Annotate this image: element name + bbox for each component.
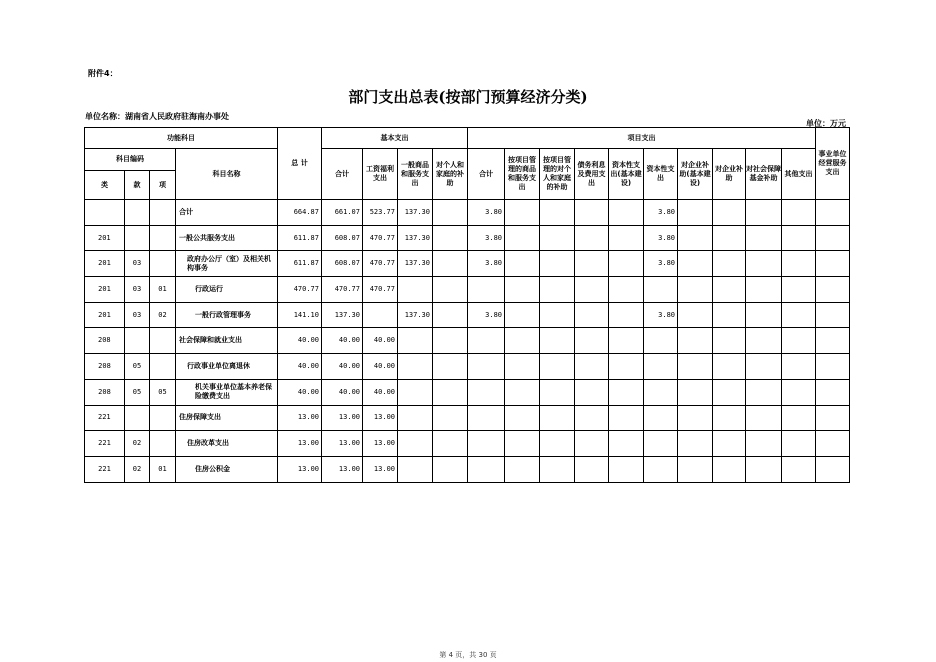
cell-project-capital: 3.80 (644, 225, 678, 251)
cell-project (746, 328, 782, 354)
cell-project-capital (644, 405, 678, 431)
cell-project-capital (644, 354, 678, 380)
cell-project (609, 200, 644, 226)
cell-lei: 201 (85, 277, 125, 303)
basic-col-header: 一般商品和服务支出 (398, 149, 433, 200)
cell-project (540, 328, 575, 354)
table-row (85, 431, 850, 457)
cell-subject-name: 一般行政管理事务 (176, 302, 278, 328)
cell-project (505, 302, 540, 328)
cell-xiang (150, 328, 176, 354)
cell-basic (398, 354, 433, 380)
table-row (85, 200, 850, 226)
cell-basic (398, 328, 433, 354)
cell-last (816, 456, 850, 482)
cell-basic: 137.30 (398, 251, 433, 277)
cell-basic: 40.00 (363, 328, 398, 354)
basic-col-header: 工资福利支出 (363, 149, 398, 200)
cell-project (609, 405, 644, 431)
cell-project (782, 431, 816, 457)
cell-basic (433, 277, 468, 303)
cell-basic (398, 379, 433, 405)
cell-kuan (125, 200, 150, 226)
cell-basic (398, 277, 433, 303)
cell-project (678, 251, 713, 277)
cell-basic: 137.30 (398, 225, 433, 251)
cell-basic: 137.30 (398, 200, 433, 226)
cell-xiang (150, 354, 176, 380)
cell-subject-name: 一般公共服务支出 (176, 225, 278, 251)
cell-total: 13.00 (278, 456, 322, 482)
cell-project (782, 302, 816, 328)
page-footer: 第 4 页，共 30 页 (439, 651, 497, 659)
table-row (85, 405, 850, 431)
last-col-header: 事业单位经营服务支出 (816, 128, 850, 200)
cell-basic: 470.77 (363, 251, 398, 277)
table-row (85, 225, 850, 251)
cell-project (505, 225, 540, 251)
cell-total: 141.10 (278, 302, 322, 328)
attachment-label: 附件4： (88, 69, 118, 78)
table-row (85, 277, 850, 303)
cell-project (540, 354, 575, 380)
cell-basic: 137.30 (398, 302, 433, 328)
cell-project (678, 225, 713, 251)
cell-lei: 208 (85, 379, 125, 405)
cell-xiang (150, 200, 176, 226)
project-col-header: 资本性支出(基本建设) (609, 149, 644, 200)
cell-project (746, 200, 782, 226)
cell-subject-name: 住房改革支出 (176, 431, 278, 457)
table-row (85, 354, 850, 380)
cell-project-total: 3.80 (468, 302, 505, 328)
cell-basic: 40.00 (363, 354, 398, 380)
cell-project (713, 277, 746, 303)
cell-project-total: 3.80 (468, 225, 505, 251)
cell-kuan (125, 328, 150, 354)
cell-project-total (468, 405, 505, 431)
cell-last (816, 405, 850, 431)
cell-xiang: 02 (150, 302, 176, 328)
cell-project (540, 251, 575, 277)
project-col-header: 资本性支出 (644, 149, 678, 200)
project-col-header: 其他支出 (782, 149, 816, 200)
cell-project (746, 379, 782, 405)
cell-project (609, 277, 644, 303)
lei-header: 类 (85, 171, 125, 200)
cell-last (816, 302, 850, 328)
cell-basic: 661.07 (322, 200, 363, 226)
cell-project (713, 431, 746, 457)
kuan-header: 款 (125, 171, 150, 200)
expenditure-table (84, 127, 850, 483)
cell-project (782, 251, 816, 277)
cell-project (575, 379, 609, 405)
cell-project (575, 277, 609, 303)
cell-project-total (468, 277, 505, 303)
cell-total: 13.00 (278, 405, 322, 431)
cell-project (505, 379, 540, 405)
cell-project (746, 225, 782, 251)
basic-col-header: 合计 (322, 149, 363, 200)
cell-lei: 221 (85, 456, 125, 482)
cell-kuan: 05 (125, 354, 150, 380)
cell-project (540, 379, 575, 405)
cell-project (575, 225, 609, 251)
cell-project (713, 251, 746, 277)
cell-project (678, 354, 713, 380)
cell-basic (433, 302, 468, 328)
cell-basic: 470.77 (322, 277, 363, 303)
cell-basic: 13.00 (363, 456, 398, 482)
cell-project (746, 277, 782, 303)
cell-project (575, 302, 609, 328)
cell-basic (363, 302, 398, 328)
cell-project (609, 225, 644, 251)
cell-total: 664.87 (278, 200, 322, 226)
cell-basic (398, 405, 433, 431)
cell-basic (433, 405, 468, 431)
cell-last (816, 251, 850, 277)
cell-project (678, 456, 713, 482)
cell-project (540, 225, 575, 251)
cell-basic (433, 354, 468, 380)
cell-xiang (150, 405, 176, 431)
cell-last (816, 225, 850, 251)
project-header: 项目支出 (468, 128, 816, 149)
cell-project (609, 251, 644, 277)
project-col-header: 按项目管理的商品和服务支出 (505, 149, 540, 200)
xiang-header: 项 (150, 171, 176, 200)
cell-project-total (468, 431, 505, 457)
cell-project (678, 328, 713, 354)
cell-xiang (150, 431, 176, 457)
cell-project (746, 431, 782, 457)
cell-basic (433, 456, 468, 482)
cell-basic: 523.77 (363, 200, 398, 226)
cell-total: 611.87 (278, 225, 322, 251)
cell-subject-name: 住房保障支出 (176, 405, 278, 431)
cell-project (575, 431, 609, 457)
cell-total: 40.00 (278, 328, 322, 354)
cell-project (575, 456, 609, 482)
cell-project (575, 354, 609, 380)
cell-lei: 201 (85, 225, 125, 251)
cell-last (816, 354, 850, 380)
cell-basic (433, 200, 468, 226)
cell-basic: 137.30 (322, 302, 363, 328)
cell-kuan: 03 (125, 277, 150, 303)
cell-project (505, 405, 540, 431)
cell-project-total: 3.80 (468, 251, 505, 277)
project-col-header: 按项目管理的对个人和家庭的补助 (540, 149, 575, 200)
cell-project (505, 277, 540, 303)
basic-header: 基本支出 (322, 128, 468, 149)
cell-total: 611.87 (278, 251, 322, 277)
cell-project (782, 405, 816, 431)
cell-last (816, 379, 850, 405)
cell-project (678, 302, 713, 328)
cell-project (505, 354, 540, 380)
cell-basic: 13.00 (363, 405, 398, 431)
cell-basic (398, 431, 433, 457)
cell-project (505, 431, 540, 457)
cell-xiang: 01 (150, 456, 176, 482)
cell-basic (433, 225, 468, 251)
cell-xiang: 01 (150, 277, 176, 303)
cell-project (713, 200, 746, 226)
cell-subject-name: 机关事业单位基本养老保险缴费支出 (176, 379, 278, 405)
cell-project (746, 405, 782, 431)
table-row (85, 328, 850, 354)
cell-project (505, 328, 540, 354)
table-row (85, 251, 850, 277)
cell-basic: 470.77 (363, 277, 398, 303)
cell-total: 40.00 (278, 379, 322, 405)
cell-xiang (150, 225, 176, 251)
project-col-header: 债务利息及费用支出 (575, 149, 609, 200)
cell-kuan: 03 (125, 251, 150, 277)
cell-project (540, 200, 575, 226)
cell-project (540, 277, 575, 303)
cell-project (505, 200, 540, 226)
cell-kuan (125, 225, 150, 251)
cell-project-total: 3.80 (468, 200, 505, 226)
cell-lei (85, 200, 125, 226)
cell-project (782, 354, 816, 380)
cell-basic: 608.07 (322, 225, 363, 251)
cell-project (713, 354, 746, 380)
cell-project (782, 379, 816, 405)
cell-project-total (468, 354, 505, 380)
cell-kuan: 05 (125, 379, 150, 405)
cell-basic: 13.00 (363, 431, 398, 457)
subject-code-header: 科目编码 (85, 149, 176, 171)
cell-xiang (150, 251, 176, 277)
unit-label: 单位：万元 (806, 119, 846, 128)
cell-basic: 40.00 (322, 328, 363, 354)
cell-basic: 40.00 (322, 379, 363, 405)
cell-subject-name: 政府办公厅（室）及相关机构事务 (176, 251, 278, 277)
cell-kuan: 02 (125, 456, 150, 482)
cell-basic (433, 431, 468, 457)
project-col-header: 对社会保障基金补助 (746, 149, 782, 200)
cell-project (746, 354, 782, 380)
cell-project (505, 251, 540, 277)
cell-subject-name: 行政运行 (176, 277, 278, 303)
cell-lei: 208 (85, 328, 125, 354)
project-col-header: 对企业补助(基本建设) (678, 149, 713, 200)
cell-xiang: 05 (150, 379, 176, 405)
cell-project (782, 328, 816, 354)
cell-project (575, 405, 609, 431)
cell-total: 470.77 (278, 277, 322, 303)
cell-project (713, 302, 746, 328)
cell-project (782, 277, 816, 303)
cell-project-total (468, 456, 505, 482)
project-col-header: 对企业补助 (713, 149, 746, 200)
cell-project (678, 405, 713, 431)
cell-project (782, 456, 816, 482)
unit-name: 单位名称：湖南省人民政府驻海南办事处 (85, 112, 229, 121)
cell-kuan: 02 (125, 431, 150, 457)
cell-project (609, 379, 644, 405)
table-row (85, 456, 850, 482)
cell-project-capital: 3.80 (644, 302, 678, 328)
cell-basic: 40.00 (322, 354, 363, 380)
cell-lei: 221 (85, 405, 125, 431)
cell-basic (433, 328, 468, 354)
cell-basic: 40.00 (363, 379, 398, 405)
cell-project (575, 200, 609, 226)
cell-project-capital (644, 277, 678, 303)
cell-basic: 13.00 (322, 456, 363, 482)
cell-project (713, 405, 746, 431)
cell-project (609, 328, 644, 354)
cell-project (746, 456, 782, 482)
cell-project (540, 456, 575, 482)
cell-project (713, 225, 746, 251)
cell-project (609, 354, 644, 380)
cell-lei: 208 (85, 354, 125, 380)
cell-kuan (125, 405, 150, 431)
cell-project-capital: 3.80 (644, 251, 678, 277)
cell-project-total (468, 379, 505, 405)
cell-project (746, 302, 782, 328)
cell-project (746, 251, 782, 277)
cell-total: 13.00 (278, 431, 322, 457)
cell-project (678, 277, 713, 303)
cell-basic: 470.77 (363, 225, 398, 251)
cell-project (505, 456, 540, 482)
cell-project-capital (644, 379, 678, 405)
cell-lei: 201 (85, 251, 125, 277)
cell-project (609, 431, 644, 457)
cell-kuan: 03 (125, 302, 150, 328)
cell-project (782, 225, 816, 251)
cell-total: 40.00 (278, 354, 322, 380)
table-row (85, 379, 850, 405)
cell-basic: 13.00 (322, 405, 363, 431)
cell-project (678, 431, 713, 457)
cell-last (816, 200, 850, 226)
cell-project (713, 379, 746, 405)
cell-subject-name: 社会保障和就业支出 (176, 328, 278, 354)
table-row (85, 302, 850, 328)
page-title: 部门支出总表(按部门预算经济分类) (348, 88, 588, 106)
cell-project (782, 200, 816, 226)
cell-basic (433, 251, 468, 277)
cell-subject-name: 行政事业单位离退休 (176, 354, 278, 380)
cell-subject-name: 住房公积金 (176, 456, 278, 482)
cell-project (678, 379, 713, 405)
cell-project-capital (644, 328, 678, 354)
cell-basic: 608.07 (322, 251, 363, 277)
cell-lei: 201 (85, 302, 125, 328)
cell-project (713, 456, 746, 482)
cell-project (575, 251, 609, 277)
cell-project (575, 328, 609, 354)
cell-project (540, 405, 575, 431)
cell-project (609, 456, 644, 482)
total-header: 总 计 (278, 128, 322, 200)
cell-lei: 221 (85, 431, 125, 457)
cell-project-total (468, 328, 505, 354)
cell-basic (433, 379, 468, 405)
cell-project-capital: 3.80 (644, 200, 678, 226)
cell-last (816, 431, 850, 457)
cell-last (816, 277, 850, 303)
subject-name-header: 科目名称 (176, 149, 278, 200)
cell-basic: 13.00 (322, 431, 363, 457)
cell-project (713, 328, 746, 354)
cell-last (816, 328, 850, 354)
cell-project-capital (644, 456, 678, 482)
func-subject-header: 功能科目 (85, 128, 278, 149)
cell-basic (398, 456, 433, 482)
cell-project (678, 200, 713, 226)
cell-subject-name: 合计 (176, 200, 278, 226)
cell-project (540, 431, 575, 457)
cell-project-capital (644, 431, 678, 457)
cell-project (609, 302, 644, 328)
cell-project (540, 302, 575, 328)
basic-col-header: 对个人和家庭的补助 (433, 149, 468, 200)
project-col-header: 合计 (468, 149, 505, 200)
